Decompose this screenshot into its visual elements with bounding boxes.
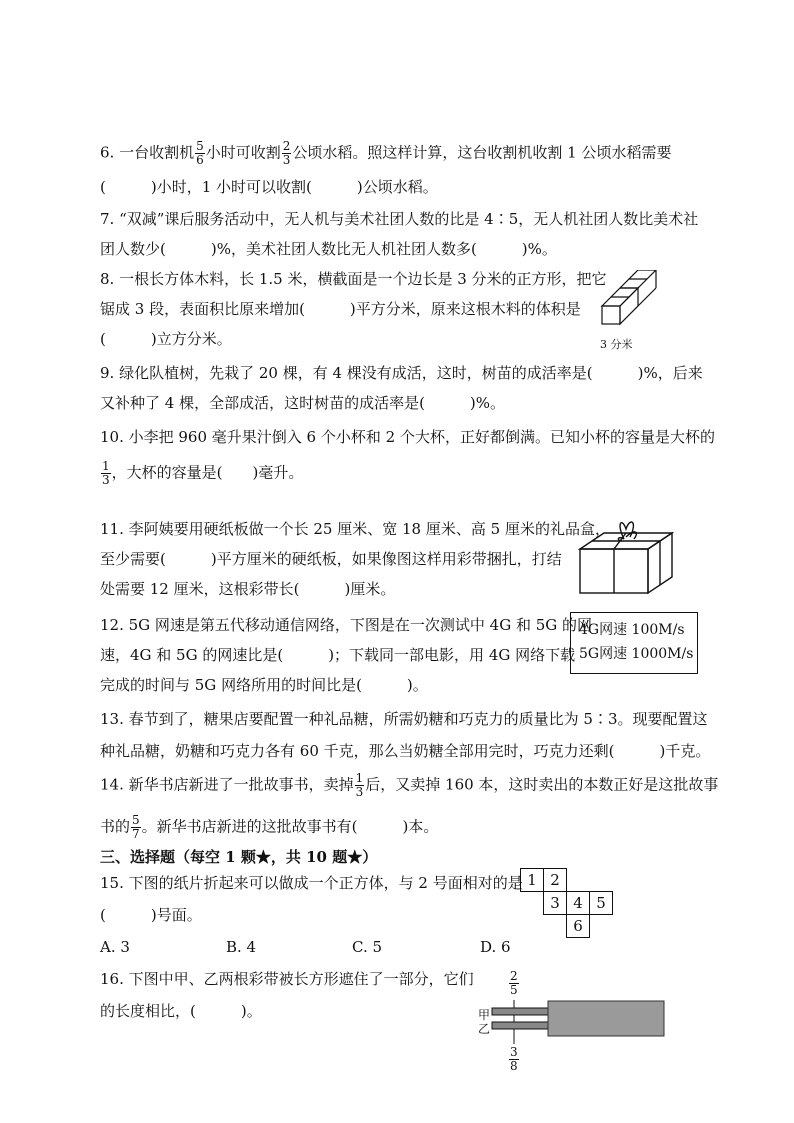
q6-line2: ( )小时，1 小时可以收割( )公顷水稻。 [100, 178, 438, 196]
label-yi: 乙 [478, 1022, 491, 1036]
q8-line2: 锯成 3 段，表面积比原来增加( )平方分米，原来这根木料的体积是 [100, 300, 581, 318]
section-heading: 三、选择题（每空 1 颗★，共 10 题★） [100, 848, 378, 866]
net-face-5: 5 [589, 891, 613, 915]
ribbon-bottom-fraction: 3 8 [510, 1045, 518, 1073]
q12-line1: 12. 5G 网速是第五代移动通信网络，下图是在一次测试中 4G 和 5G 的网 [100, 616, 593, 634]
speed-4g: 4G网速 100M/s [579, 622, 685, 638]
net-face-6: 6 [566, 914, 590, 938]
q10-fraction: $\frac{1}{3}$ [102, 459, 110, 487]
q8-fig-label: 3 分米 [600, 338, 633, 351]
q14-fraction-2: $\frac{5}{7}$ [132, 813, 140, 841]
q16-line1: 16. 下图中甲、乙两根彩带被长方形遮住了一部分，它们 [100, 970, 474, 988]
cube-net [520, 868, 620, 948]
q14-text-b: 后，又卖掉 160 本，这时卖出的本数正好是这批故事 [365, 775, 719, 794]
network-speed-box [570, 612, 698, 674]
q14-line1 [100, 772, 718, 799]
q8-line1: 8. 一根长方体木料，长 1.5 米，横截面是一个边长是 3 分米的正方形，把它 [100, 270, 607, 288]
q14-text-d: 。新华书店新进的这批故事书有( )本。 [141, 817, 439, 836]
q15-option-c[interactable]: C. 5 [352, 938, 383, 956]
ribbon-drawing [478, 970, 678, 1074]
ribbon-jia [492, 1008, 552, 1015]
q13-line2: 种礼品糖，奶糖和巧克力各有 60 千克，那么当奶糖全部用完时，巧克力还剩( )千克。 [100, 742, 711, 760]
q16-line2: 的长度相比，( )。 [100, 1002, 262, 1020]
q6-text-c: 公顷水稻。照这样计算，这台收割机收割 1 公顷水稻需要 [292, 143, 672, 162]
q7-line2: 团人数少( )%，美术社团人数比无人机社团人数多( )%。 [100, 240, 557, 258]
q15-line2: ( )号面。 [100, 906, 202, 924]
q11-line1: 11. 李阿姨要用硬纸板做一个长 25 厘米、宽 18 厘米、高 5 厘米的礼品盒， [100, 520, 610, 538]
q15-line1: 15. 下图的纸片折起来可以做成一个正方体，与 2 号面相对的是 [100, 874, 523, 892]
q15-option-b[interactable]: B. 4 [226, 938, 257, 956]
q10-line2 [100, 460, 303, 487]
q14-text-c: 书的 [100, 817, 131, 836]
q15-option-a[interactable]: A. 3 [100, 938, 130, 956]
speed-5g: 5G网速 1000M/s [579, 646, 694, 662]
q11-line2: 至少需要( )平方厘米的硬纸板，如果像图这样用彩带捆扎，打结 [100, 550, 562, 568]
q9-line1: 9. 绿化队植树，先栽了 20 棵，有 4 棵没有成活，这时，树苗的成活率是( )%，后来 [100, 364, 703, 382]
net-face-3: 3 [543, 891, 567, 915]
q10-text: ，大杯的容量是( )毫升。 [111, 463, 304, 482]
q14-text-a: 14. 新华书店新进了一批故事书，卖掉 [100, 775, 354, 794]
gift-box-figure [578, 515, 674, 599]
ribbon-top-fraction: 2 5 [510, 969, 518, 997]
q12-line2: 速，4G 和 5G 的网速比是( )；下载同一部电影，用 4G 网络下载 [100, 646, 576, 664]
net-face-1: 1 [520, 868, 544, 892]
cover-rectangle [548, 1001, 664, 1036]
gift-box-icon [578, 515, 674, 595]
q6-line1 [100, 140, 671, 167]
q6-text-b: 小时可收割 [205, 143, 281, 162]
net-face-4: 4 [566, 891, 590, 915]
ribbon-figure [478, 970, 678, 1074]
q6-text-a: 6. 一台收割机 [100, 143, 195, 162]
q13-line1: 13. 春节到了，糖果店要配置一种礼品糖，所需奶糖和巧克力的质量比为 5∶3。现要配置这 [100, 710, 708, 728]
net-face-2: 2 [543, 868, 567, 892]
q15-options [100, 936, 511, 958]
ribbon-yi [492, 1022, 552, 1029]
q6-fraction-2: $\frac{2}{3}$ [282, 139, 291, 167]
cuboid-icon [598, 270, 662, 332]
q11-line3: 处需要 12 厘米，这根彩带长( )厘米。 [100, 580, 396, 598]
q14-line2 [100, 814, 438, 841]
label-jia: 甲 [478, 1008, 491, 1022]
q10-line1: 10. 小李把 960 毫升果汁倒入 6 个小杯和 2 个大杯，正好都倒满。已知小杯的容量是大杯的 [100, 428, 715, 446]
q7-line1: 7. “双减”课后服务活动中，无人机与美术社团人数的比是 4∶5，无人机社团人数比美术社 [100, 210, 699, 228]
q12-line3: 完成的时间与 5G 网络所用的时间比是( )。 [100, 676, 428, 694]
q15-option-d[interactable]: D. 6 [480, 938, 511, 956]
q8-line3: ( )立方分米。 [100, 330, 232, 348]
q6-fraction-1: $\frac{5}{6}$ [196, 139, 204, 167]
q9-line2: 又补种了 4 棵，全部成活，这时树苗的成活率是( )%。 [100, 394, 506, 412]
q14-fraction-1: $\frac{1}{3}$ [355, 771, 364, 799]
q8-wood-figure [598, 270, 662, 350]
